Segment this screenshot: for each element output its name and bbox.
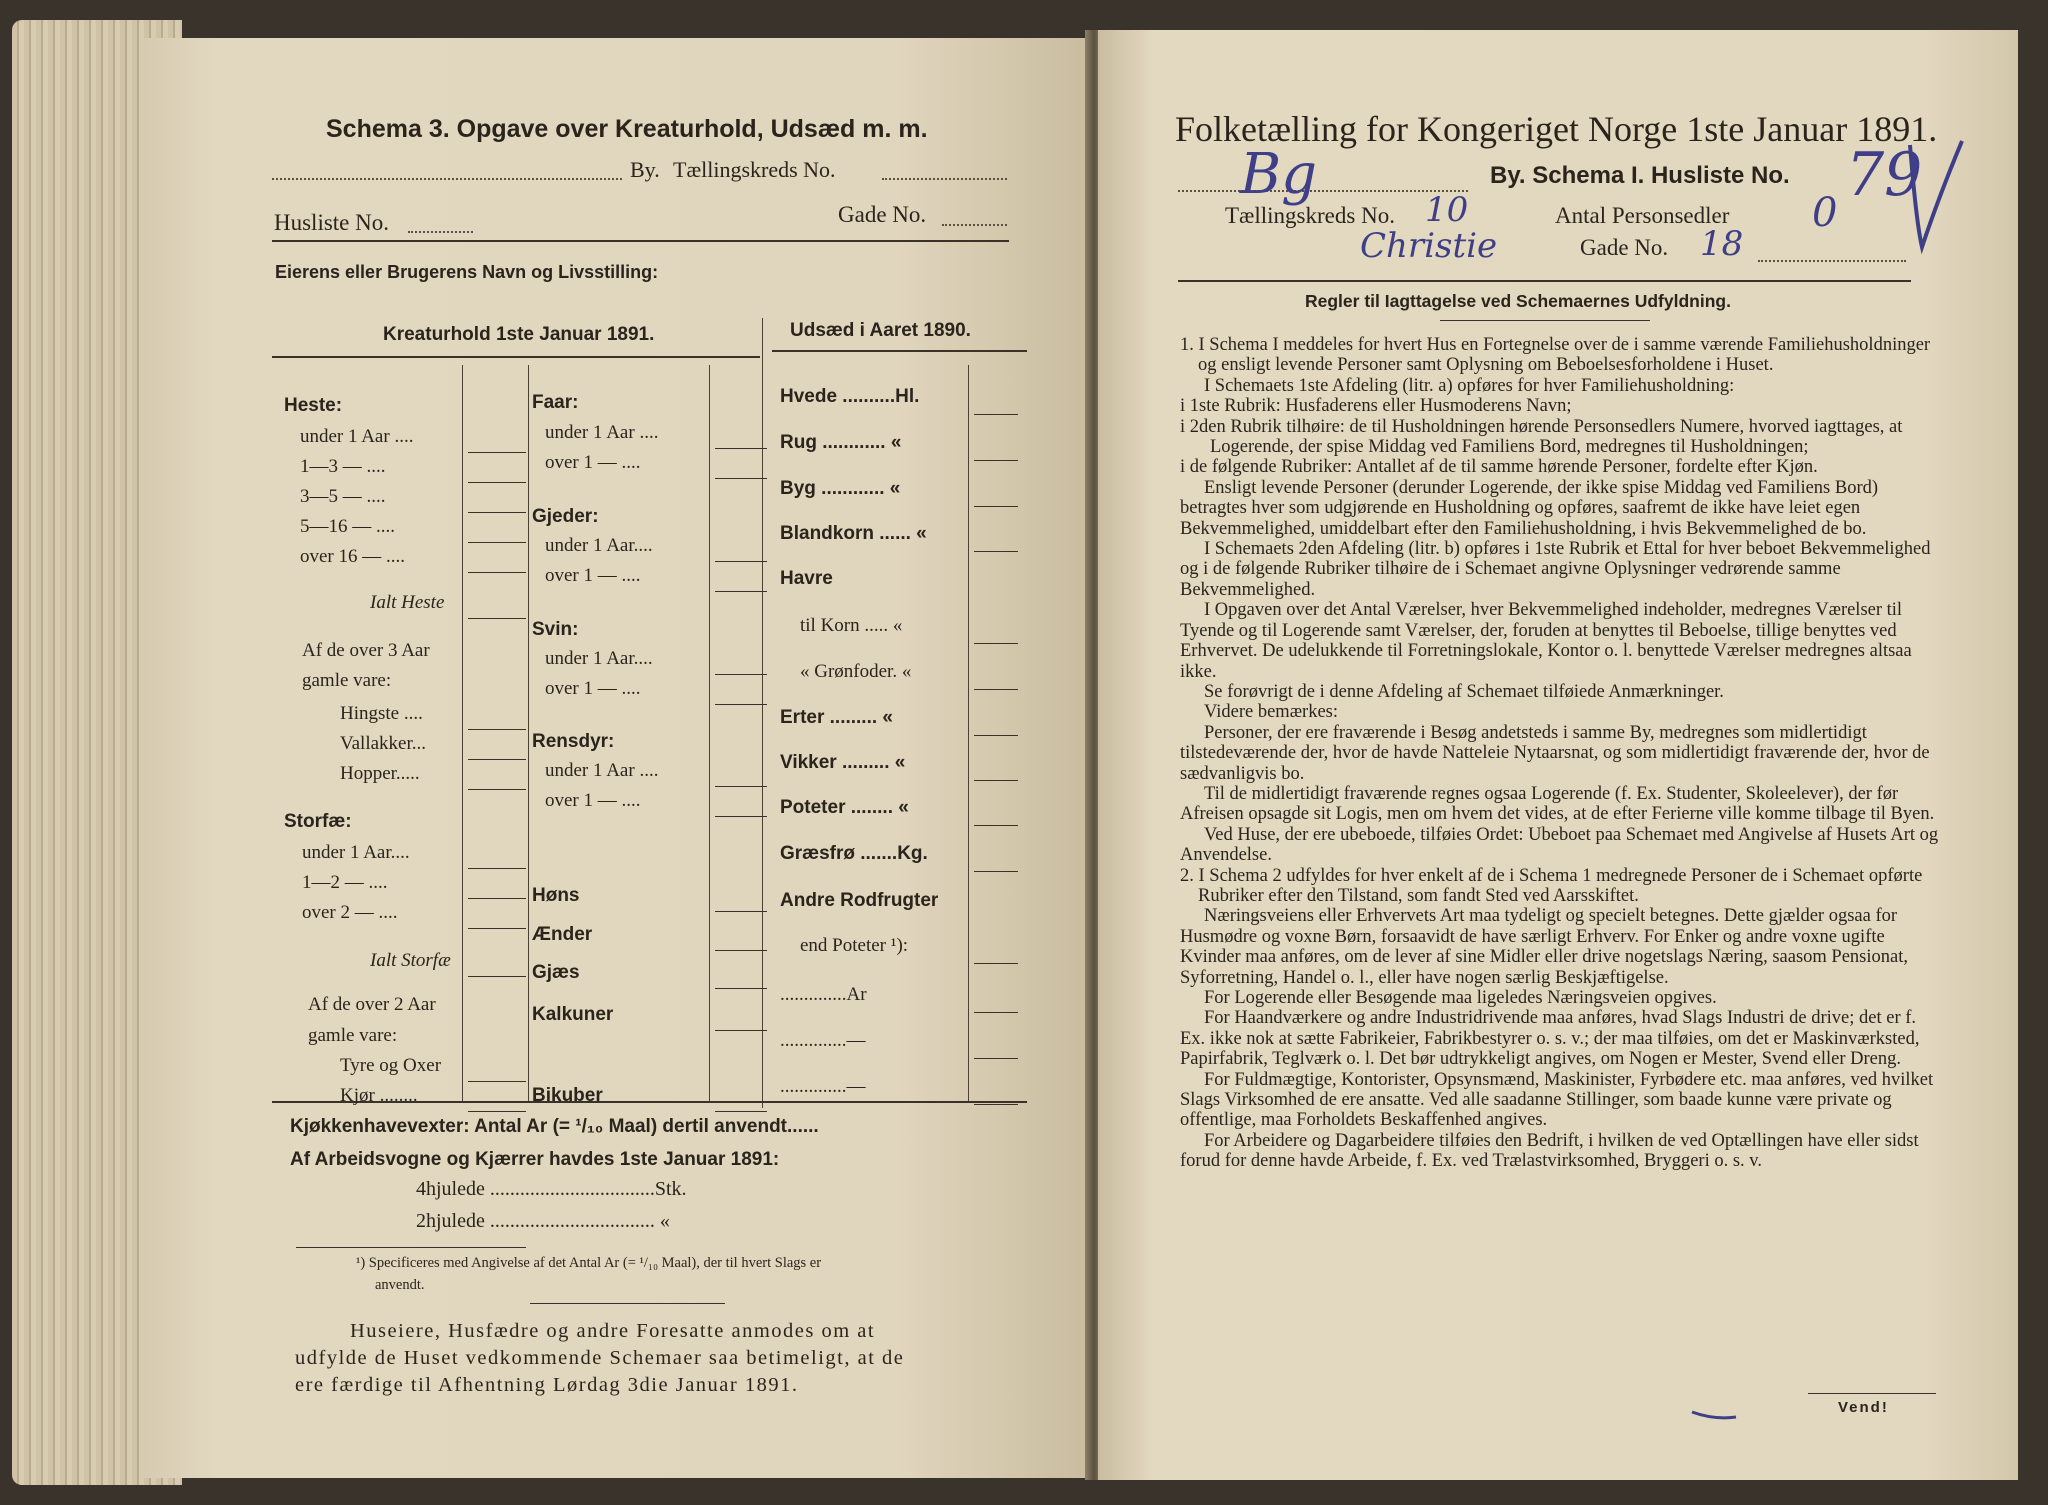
undefined-11: Andre Rodfrugter	[780, 890, 939, 911]
undefined-field-2	[974, 506, 1018, 507]
eier-label: Eierens eller Brugerens Navn og Livsstilling:	[275, 262, 659, 282]
taellingskreds-label: Tællingskreds No.	[673, 157, 836, 182]
handwritten-gadeno: 18	[1700, 224, 1744, 264]
hjul4-line: 4hjulede .................................Stk.	[416, 1178, 687, 1200]
rule-paragraph: Ensligt levende Personer (derunder Logerende, der ikke spise Middag ved Familiens Bord) betragtes hver som udgjørende en Husholdning og opføres, saafremt de ikke have leiet egen Bekvemmelighed, umiddelbart efter den Familiehusholdning, i hvis Bekvemmelighed de bo.	[1180, 477, 1879, 539]
undefined-12: Høns	[532, 885, 580, 906]
undefined-field-7	[974, 735, 1018, 736]
col1-box-left	[462, 365, 463, 1103]
undefined-19: Tyre og Oxer	[340, 1055, 442, 1076]
handwritten-kreds: 10	[1425, 190, 1469, 230]
gadeno-field	[1758, 260, 1906, 262]
undefined-5: over 1 — ....	[545, 565, 641, 586]
undefined-field-8	[974, 780, 1018, 781]
handwritten-husliste: 79	[1846, 140, 1923, 210]
undefined-10: Græsfrø .......Kg.	[780, 843, 928, 864]
undefined-field-20	[468, 1111, 526, 1112]
handwritten-check-stroke	[1900, 135, 1970, 255]
right-header-rule	[1178, 280, 1911, 282]
undefined-13: Ænder	[532, 924, 593, 945]
undefined-3: Blandkorn ...... «	[780, 523, 927, 544]
undefined-field-3	[974, 551, 1018, 552]
undefined-field-15	[974, 1104, 1018, 1105]
kreds-label: Tællingskreds No.	[1225, 203, 1395, 228]
rule-paragraph: Til de midlertidigt fraværende regnes ogsaa Logerende (f. Ex. Studenter, Skoleelever), der før Afreisen opsagde sit Logis, men om hvem det vides, at de efter Ferierne ville komme tilbage til Byen.	[1180, 783, 1935, 825]
footnote-rule	[296, 1247, 526, 1248]
notice-rule	[530, 1303, 725, 1304]
undefined-15: over 2 — ....	[302, 902, 398, 923]
undefined-field-4	[715, 561, 767, 562]
col2-box-left	[709, 365, 710, 1103]
undefined-field-10	[974, 871, 1018, 872]
rule-paragraph: 2. I Schema 2 udfyldes for hver enkelt af de i Schema 1 medregnede Personer de i Schemaet opførte Rubriker efter den Tilstand, som fandt Sted ved Aarsskiftet.	[1180, 865, 1923, 906]
rule-paragraph: I Schemaets 2den Afdeling (litr. b) opføres i 1ste Rubrik et Ettal for hver beboet Bekvemmelighed og i de følgende Rubriker tilhøire de i Schemaet angivne Oplysninger vedrørende samme Bekvemmelighed.	[1180, 539, 1931, 600]
header-rule	[272, 240, 1009, 242]
undefined-10: under 1 Aar ....	[545, 760, 659, 781]
rule-paragraph: I Opgaven over det Antal Værelser, hver Bekvemmelighed indeholder, medregnes Værelser til Tyende og til Logerende samt Værelser, der, foruden at benyttes til Beboelse, tillige benyttes ved Erhvervet. De udelukkende til Forretningslokale, Kontor o. l. benyttede Værelser medregnes altsaa ikke.	[1180, 600, 1912, 682]
kjokken-line: Kjøkkenhavevexter: Antal Ar (= ¹/₁₀ Maal) dertil anvendt......	[290, 1116, 819, 1137]
undefined-6: « Grønfoder. «	[800, 661, 912, 682]
col1-box-right	[528, 365, 529, 1103]
kreatur-heading: Kreaturhold 1ste Januar 1891.	[383, 324, 655, 345]
undefined-field-15	[468, 928, 526, 929]
undefined-field-5	[974, 643, 1018, 644]
undefined-20: Kjør ........	[340, 1085, 418, 1106]
undefined-16: Ialt Storfæ	[370, 950, 451, 971]
handwritten-gade: Christie	[1360, 226, 1498, 266]
footnote-line-1: ¹) Specificeres med Angivelse af det Antal Ar (= ¹/₁₀ Maal), der til hvert Slags er	[356, 1255, 822, 1271]
right-gade-label: Gade No.	[1580, 235, 1669, 260]
undefined-2: over 1 — ....	[545, 452, 641, 473]
undefined-11: Hopper.....	[340, 763, 420, 784]
undefined-4: under 1 Aar....	[545, 535, 653, 556]
undefined-10: Vallakker...	[340, 733, 427, 754]
undefined-field-6	[468, 618, 526, 619]
handwritten-by: Bg	[1240, 142, 1317, 207]
husliste-field	[408, 231, 473, 233]
undefined-3: Gjeder:	[532, 506, 599, 527]
hjul2-line: 2hjulede ................................. «	[416, 1210, 670, 1232]
rule-paragraph: For Haandværkere og andre Industridrivende maa anføres, hvad Slags Industri de drive; det er f. Ex. ikke nok at sætte Fabrikeier, Fabrikbestyrer o. s. v.; der maa tilføies, om det er Maskinværksted, Papirfabrik, Teglværk o. l. Det bør udtrykkeligt angives, om Nogen er Mester, Svend eller Dreng.	[1180, 1008, 1920, 1070]
notice-line-3: ere færdige til Afhentning Lørdag 3die Januar 1891.	[295, 1374, 799, 1396]
undefined-field-14	[715, 988, 767, 989]
rule-paragraph: 1. I Schema I meddeles for hvert Hus en Fortegnelse over de i samme værende Familiehusholdninger og ensligt levende Personer samt Oplysning om Beboelsesforholdene i Huset.	[1180, 335, 1931, 376]
undefined-15: Kalkuner	[532, 1004, 614, 1025]
undefined-field-15	[715, 1030, 767, 1031]
udsaed-heading: Udsæd i Aaret 1890.	[790, 320, 971, 341]
col3-box-left	[968, 365, 969, 1103]
undefined-11: over 1 — ....	[545, 790, 641, 811]
undefined-field-1	[715, 448, 767, 449]
undefined-18: gamle vare:	[308, 1025, 398, 1046]
antal-label: Antal Personsedler	[1555, 203, 1730, 228]
undefined-7: Erter ......... «	[780, 707, 893, 728]
undefined-field-13	[715, 950, 767, 951]
rule-paragraph: Videre bemærkes:	[1204, 702, 1338, 723]
rules-text	[1180, 335, 1940, 1172]
undefined-field-12	[715, 911, 767, 912]
undefined-field-0	[974, 414, 1018, 415]
undefined-13: ..............Ar	[780, 984, 867, 1005]
undefined-field-12	[974, 963, 1018, 964]
taellingskreds-field	[882, 178, 1007, 180]
undefined-field-4	[468, 542, 526, 543]
right-title: Folketælling for Kongeriget Norge 1ste Januar 1891.	[1175, 109, 1938, 149]
rule-paragraph: i 2den Rubrik tilhøire: de til Husholdningen hørende Personsedlers Numere, hvorved iagttages, at Logerende, der spise Middag ved Familiens Bord, medregnes til Husholdningen;	[1180, 416, 1903, 458]
undefined-9: Rensdyr:	[532, 731, 615, 752]
undefined-12: end Poteter ¹):	[800, 935, 909, 956]
rule-paragraph: Næringsveiens eller Erhvervets Art maa tydeligt og specielt betegnes. Dette gjælder ogsaa for Husmødre og voxne Børn, forsaavidt de have særligt Erhverv. For Enker og andre voxne ugifte Kvinder maa anføres, om de lever af sine Midler eller drive nogetslags Næring, saasom Pensionat, Syforretning, Handel o. l., eller have nogen særlig Beskjæftigelse.	[1180, 906, 1908, 988]
undefined-8: over 1 — ....	[545, 678, 641, 699]
rule-paragraph: i 1ste Rubrik: Husfaderens eller Husmoderens Navn;	[1180, 396, 1572, 417]
handwritten-antal: 0	[1812, 190, 1838, 236]
undefined-field-5	[715, 591, 767, 592]
undefined-1: Rug ............ «	[780, 432, 902, 453]
undefined-8: gamle vare:	[302, 670, 392, 691]
rule-paragraph: I Schemaets 1ste Afdeling (litr. a) opføres for hver Familiehusholdning:	[1204, 375, 1735, 396]
rule-paragraph: Ved Huse, der ere ubeboede, tilføies Ordet: Ubeboet paa Schemaet med Angivelse af Husets Art og Anvendelse.	[1180, 824, 1939, 866]
undefined-field-1	[468, 452, 526, 453]
rule-paragraph: For Fuldmægtige, Kontorister, Opsynsmænd, Maskinister, Fyrbødere etc. maa anføres, ved hvilket Slags Virksomhed de ere ansatte. Ved alle saadanne Stillinger, som baade kunne være private og offentlige, maa Forholdets Beskaffenhed angives.	[1180, 1069, 1934, 1131]
notice-line-1: Huseiere, Husfædre og andre Foresatte anmodes om at	[350, 1320, 876, 1342]
rules-title: Regler til Iagttagelse ved Schemaernes Udfyldning.	[1305, 291, 1731, 311]
footnote-line-2: anvendt.	[375, 1277, 425, 1293]
undefined-9: Poteter ........ «	[780, 797, 909, 818]
rule-paragraph: Personer, der ere fraværende i Besøg andetsteds i samme By, medregnes som midlertidigt tilstedeværende der, hvor de havde Natteleie Nytaarsnat, og som midlertidigt fraværende der, hvor de sædvanligvis bo.	[1180, 722, 1930, 784]
undefined-field-10	[468, 759, 526, 760]
undefined-1: under 1 Aar ....	[545, 422, 659, 443]
undefined-16: Bikuber	[532, 1085, 603, 1106]
undefined-field-19	[468, 1081, 526, 1082]
undefined-field-1	[974, 460, 1018, 461]
undefined-field-3	[468, 512, 526, 513]
undefined-field-10	[715, 786, 767, 787]
undefined-4: Havre	[780, 568, 833, 589]
rules-title-rule	[1440, 320, 1650, 321]
undefined-field-7	[715, 674, 767, 675]
husliste-label: Husliste No.	[274, 210, 389, 235]
undefined-12: Storfæ:	[284, 811, 352, 832]
undefined-7: under 1 Aar....	[545, 648, 653, 669]
vend-rule	[1808, 1393, 1936, 1394]
undefined-field-14	[974, 1058, 1018, 1059]
undefined-13: under 1 Aar....	[302, 842, 410, 863]
gade-label: Gade No.	[838, 202, 927, 227]
undefined-field-8	[715, 704, 767, 705]
gade-field	[942, 224, 1007, 226]
undefined-14: Gjæs	[532, 962, 580, 983]
section-divider	[762, 318, 763, 1108]
undefined-6: Ialt Heste	[370, 592, 445, 613]
undefined-8: Vikker ......... «	[780, 752, 906, 773]
undefined-field-2	[468, 482, 526, 483]
by-field	[272, 178, 622, 180]
undefined-14: 1—2 — ....	[302, 872, 388, 893]
by-label: By.	[630, 157, 660, 182]
undefined-17: Af de over 2 Aar	[308, 994, 436, 1015]
rule-paragraph: For Logerende eller Besøgende maa ligeledes Næringsveien opgives.	[1204, 988, 1717, 1008]
undefined-field-9	[468, 729, 526, 730]
kreatur-rule	[272, 356, 760, 358]
undefined-0: Faar:	[532, 392, 579, 413]
arbeid-line: Af Arbeidsvogne og Kjærrer havdes 1ste Januar 1891:	[290, 1149, 780, 1170]
undefined-9: Hingste ....	[340, 703, 423, 724]
right-by-line: By. Schema I. Husliste No.	[1490, 162, 1790, 189]
undefined-5: til Korn ..... «	[800, 615, 903, 636]
rule-paragraph: i de følgende Rubriker: Antallet af de til samme hørende Personer, fordelte efter Kjøn.	[1180, 457, 1818, 478]
undefined-15: ..............—	[780, 1076, 866, 1097]
undefined-7: Af de over 3 Aar	[302, 640, 430, 661]
udsaed-rule	[772, 350, 1027, 352]
undefined-3: 3—5 — ....	[300, 486, 386, 507]
undefined-field-11	[715, 816, 767, 817]
undefined-4: 5—16 — ....	[300, 516, 395, 537]
undefined-14: ..............—	[780, 1030, 866, 1051]
rule-paragraph: Se forøvrigt de i denne Afdeling af Schemaet tilføiede Anmærkninger.	[1204, 681, 1724, 702]
undefined-field-5	[468, 572, 526, 573]
undefined-1: under 1 Aar ....	[300, 426, 414, 447]
undefined-field-14	[468, 898, 526, 899]
undefined-field-11	[468, 789, 526, 790]
notice-line-2: udfylde de Huset vedkommende Schemaer saa betimeligt, at de	[295, 1347, 905, 1369]
undefined-field-2	[715, 478, 767, 479]
undefined-0: Hvede ..........Hl.	[780, 386, 920, 407]
rule-paragraph: For Arbeidere og Dagarbeidere tilføies den Bedrift, i hvilken de ved Optællingen have eller sidst forud for denne havde Arbeide, f. Ex. ved Trælastvirksomhed, Bryggeri o. s. v.	[1180, 1130, 1919, 1172]
undefined-field-13	[974, 1012, 1018, 1013]
undefined-0: Heste:	[284, 395, 343, 416]
undefined-field-16	[715, 1111, 767, 1112]
undefined-field-13	[468, 868, 526, 869]
undefined-6: Svin:	[532, 619, 579, 640]
undefined-field-9	[974, 825, 1018, 826]
handwritten-dash	[1690, 1408, 1740, 1422]
undefined-field-16	[468, 976, 526, 977]
undefined-5: over 16 — ....	[300, 546, 406, 567]
undefined-2: 1—3 — ....	[300, 456, 386, 477]
undefined-2: Byg ............ «	[780, 478, 901, 499]
left-title: Schema 3. Opgave over Kreaturhold, Udsæd m. m.	[326, 115, 928, 143]
undefined-field-6	[974, 689, 1018, 690]
vend-label: Vend!	[1838, 1399, 1889, 1416]
